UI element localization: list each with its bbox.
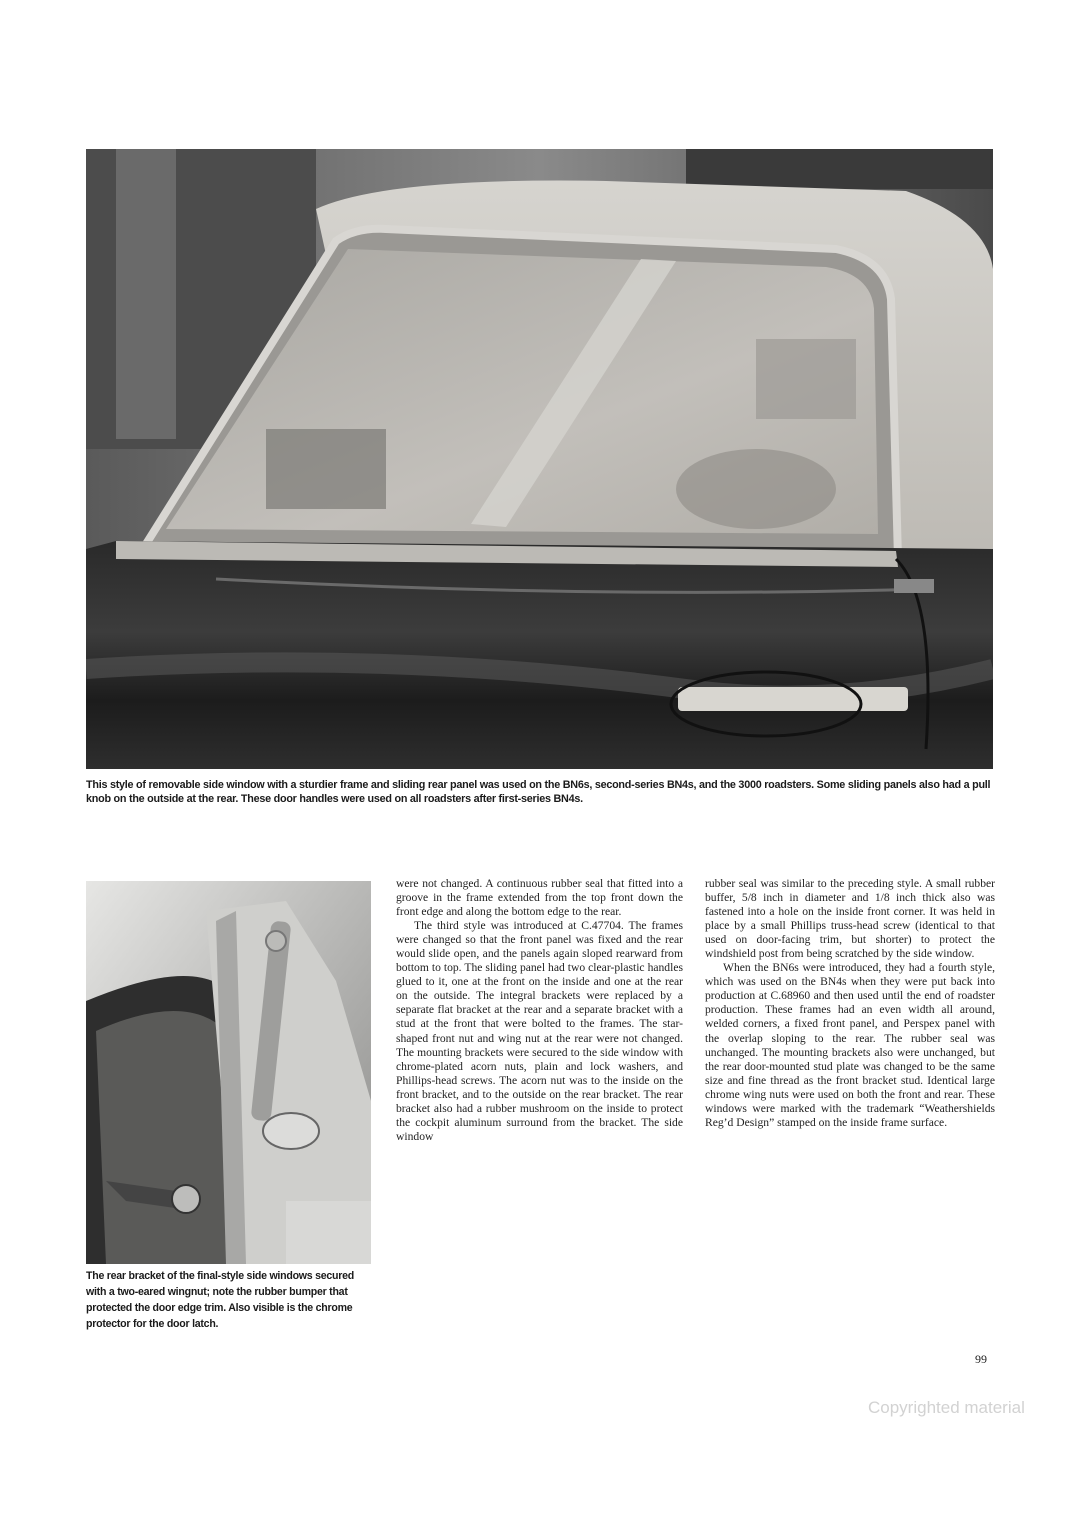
- side-window-photo-graphic: [86, 149, 993, 769]
- watermark: Copyrighted material: [868, 1398, 1025, 1417]
- paragraph: were not changed. A continuous rubber seal that fitted into a groove in the frame extended from the top front down the front edge and along the bottom edge to the rear.: [396, 877, 683, 919]
- body-column-middle: [396, 877, 683, 1144]
- rear-bracket-photo-graphic: [86, 881, 371, 1264]
- photo-side-window: [86, 149, 993, 769]
- body-column-right: [705, 877, 995, 1130]
- figure-caption-top: This style of removable side window with a sturdier frame and sliding rear panel was used on the BN6s, second-series BN4s, and the 3000 roadsters. Some sliding panels also had a pull knob on the outside at the rear. These door handles were used on all roadsters after first-series BN4s.: [86, 779, 991, 805]
- paragraph: rubber seal was similar to the preceding style. A small rubber buffer, 5/8 inch in diameter and 1/8 inch thick also was fastened into a hole on the inside front corner. It was held in place by a small Phillips truss-head screw (identical to that used on door-facing trim, but shorter) to protect the windshield post from being scratched by the side window.: [705, 877, 995, 961]
- photo-rear-bracket: [86, 881, 371, 1264]
- paragraph: The third style was introduced at C.47704. The frames were changed so that the front panel was fixed and the rear would slide open, and the panels again sloped rearward from bottom to top. The sliding panel had two clear-plastic handles glued to it, one at the front on the inside and one at the rear on the outside. The integral brackets were replaced by a separate flat bracket at the rear and a separate bracket with a stud at the front that were bolted to the frames. The star-shaped front nut and wing nut at the rear were not changed. The mounting brackets were secured to the side window with chrome-plated acorn nuts, plain and lock washers, and Phillips-head screws. The acorn nut was to the inside on the front bracket, and to the outside on the rear bracket. The rear bracket also had a rubber mushroom on the inside to protect the cockpit aluminum surround from the bracket. The side window: [396, 919, 683, 1143]
- paragraph: When the BN6s were introduced, they had a fourth style, which was used on the BN4s when they were put back into production at C.68960 and then used until the end of roadster production. These frames had an even width all around, welded corners, a fixed front panel, and Perspex panel with the overlap sloping to the rear. The rubber seal was unchanged. The mounting brackets also were unchanged, but the rear door-mounted stud plate was changed to be the same size and fine thread as the front bracket stud. Identical large chrome wing nuts were used on both the front and rear. These windows were marked with the trademark “Weathershields Reg’d Design” stamped on the inside frame surface.: [705, 961, 995, 1129]
- page-number: 99: [975, 1352, 987, 1366]
- figure-caption-left: The rear bracket of the final-style side windows secured with a two-eared wingnut; note the rubber bumper that protected the door edge trim. Also visible is the chrome protector for the door latch.: [86, 1270, 354, 1330]
